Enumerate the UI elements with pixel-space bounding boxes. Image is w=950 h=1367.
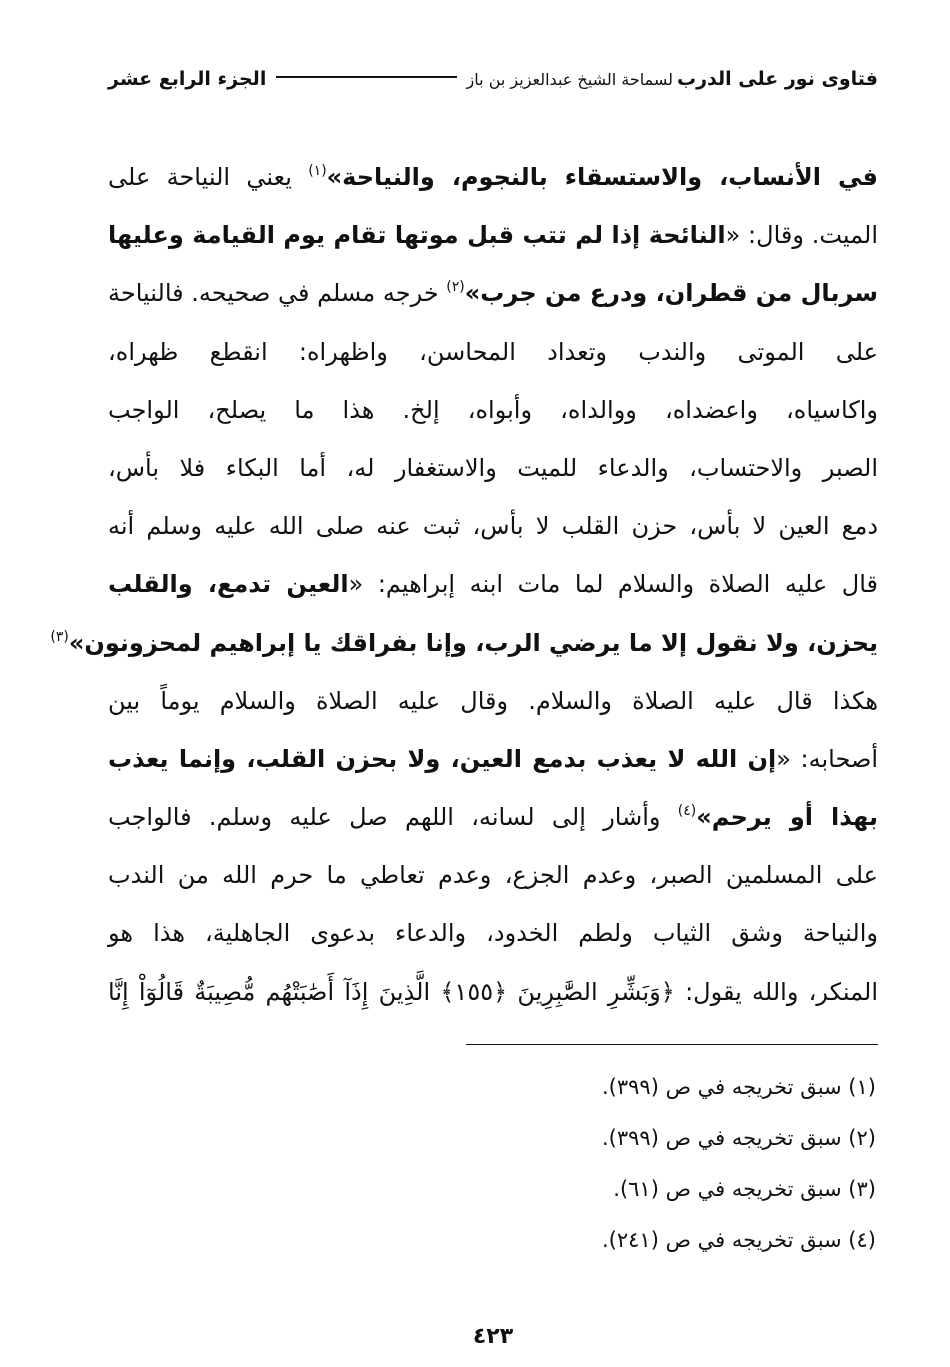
text-run: على المسلمين الصبر، وعدم الجزع، وعدم تعاطي ما حرم الله من الندب bbox=[108, 861, 878, 890]
book-title: فتاوى نور على الدرب bbox=[677, 68, 878, 90]
text-line bbox=[108, 788, 878, 846]
text-run: وأشار إلى لسانه، اللهم صل عليه وسلم. فالواجب bbox=[108, 803, 678, 832]
header-rule bbox=[276, 76, 456, 78]
text-line bbox=[108, 672, 878, 730]
hadith-quote: يحزن، ولا نقول إلا ما يرضي الرب، وإنا بفراقك يا إبراهيم لمحزونون» bbox=[68, 628, 878, 657]
text-line bbox=[50, 614, 878, 672]
text-run: هكذا قال عليه الصلاة والسلام. وقال عليه الصلاة والسلام يوماً بين bbox=[108, 686, 878, 715]
footnote-marker: (١) bbox=[308, 163, 327, 179]
footnote: (٢) سبق تخريجه في ص (٣٩٩). bbox=[602, 1126, 876, 1150]
footnote: (٣) سبق تخريجه في ص (٦١). bbox=[613, 1177, 876, 1201]
text-run: الميت. وقال: « bbox=[725, 221, 878, 250]
text-run: واكاسياه، واعضداه، ووالداه، وأبواه، إلخ. هذا ما يصلح، الواجب bbox=[108, 395, 878, 424]
text-line bbox=[108, 963, 878, 1021]
text-line bbox=[108, 846, 878, 904]
text-run: خرجه مسلم في صحيحه. فالنياحة bbox=[108, 279, 447, 308]
text-line bbox=[108, 381, 878, 439]
footnote: (١) سبق تخريجه في ص (٣٩٩). bbox=[602, 1075, 876, 1099]
footnote: (٤) سبق تخريجه في ص (٢٤١). bbox=[602, 1228, 876, 1252]
hadith-quote: العين تدمع، والقلب bbox=[108, 570, 349, 599]
footnote-marker: (٢) bbox=[446, 279, 465, 296]
hadith-quote: إن الله لا يعذب بدمع العين، ولا بحزن القلب، وإنما يعذب bbox=[108, 744, 777, 773]
text-run: والنياحة وشق الثياب ولطم الخدود، والدعاء بدعوى الجاهلية، هذا هو bbox=[108, 919, 878, 948]
text-line bbox=[108, 730, 878, 788]
text-run: المنكر، والله يقول: ﴿وَبَشِّرِ الصَّٰبِرِينَ ﴿١٥٥﴾ الَّذِينَ إِذَآ أَصَٰبَتْهُم مُّصِيبَةٌ قَالُوٓاْ إِنَّا bbox=[108, 977, 878, 1006]
footnote-marker: (٤) bbox=[677, 803, 697, 820]
text-line bbox=[108, 148, 878, 206]
text-line bbox=[108, 264, 878, 322]
page bbox=[50, 62, 879, 1349]
footnotes bbox=[108, 1062, 878, 1266]
text-line bbox=[108, 323, 878, 381]
hadith-quote: بهذا أو يرحم» bbox=[696, 803, 878, 832]
hadith-quote: في الأنساب، والاستسقاء بالنجوم، والنياحة» bbox=[326, 163, 878, 191]
text-run: الصبر والاحتساب، والدعاء للميت والاستغفار له، أما البكاء فلا بأس، bbox=[108, 453, 878, 482]
running-header bbox=[108, 62, 878, 96]
footnote-marker: (٣) bbox=[50, 628, 69, 645]
text-run: يعني النياحة على bbox=[108, 163, 309, 191]
page-number: ٤٢٣ bbox=[472, 1324, 514, 1349]
text-line bbox=[108, 439, 878, 497]
footnote-separator bbox=[466, 1044, 878, 1045]
text-line bbox=[108, 497, 878, 555]
text-line bbox=[108, 904, 878, 962]
text-line bbox=[108, 206, 878, 264]
text-run: دمع العين لا بأس، حزن القلب لا بأس، ثبت عنه صلى الله عليه وسلم أنه bbox=[108, 512, 878, 541]
text-run: أصحابه: « bbox=[776, 744, 878, 773]
body-text bbox=[50, 148, 879, 1021]
hadith-quote: سربال من قطران، ودرع من جرب» bbox=[464, 279, 878, 308]
text-run: على الموتى والندب وتعداد المحاسن، واظهراه: انقطع ظهراه، bbox=[108, 337, 878, 366]
part-label: الجزء الرابع عشر bbox=[108, 68, 267, 90]
author-name: لسماحة الشيخ عبدالعزيز بن باز bbox=[466, 69, 673, 89]
text-line bbox=[108, 555, 878, 613]
hadith-quote: النائحة إذا لم تتب قبل موتها تقام يوم القيامة وعليها bbox=[108, 221, 726, 250]
text-run: قال عليه الصلاة والسلام لما مات ابنه إبراهيم: « bbox=[348, 570, 879, 599]
